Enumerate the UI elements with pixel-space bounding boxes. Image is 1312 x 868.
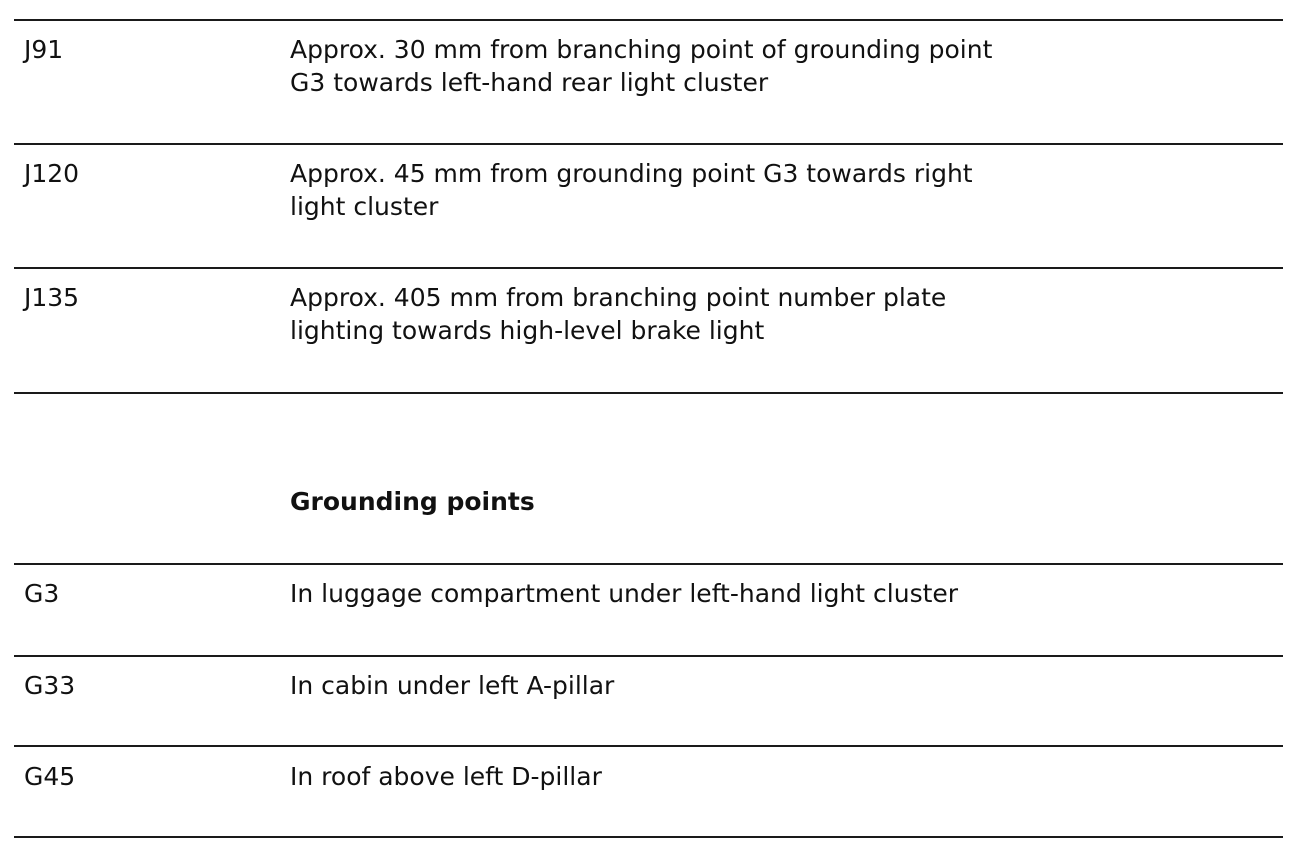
splice-code: J120	[24, 159, 80, 188]
splice-code: J135	[24, 283, 80, 312]
grounding-description	[290, 669, 1090, 702]
splice-description	[290, 157, 1090, 223]
description-line: In roof above left D-pillar	[290, 762, 602, 791]
table-divider	[14, 392, 1283, 394]
grounding-description	[290, 577, 1090, 610]
section-heading: Grounding points	[290, 487, 535, 516]
splice-description	[290, 281, 1090, 347]
description-line: In cabin under left A-pillar	[290, 671, 615, 700]
description-line: light cluster	[290, 192, 439, 221]
description-line: G3 towards left-hand rear light cluster	[290, 68, 769, 97]
table-divider	[14, 267, 1283, 269]
description-line: Approx. 30 mm from branching point of grounding point	[290, 35, 993, 64]
description-line: Approx. 405 mm from branching point number plate	[290, 283, 947, 312]
table-divider-bottom	[14, 836, 1283, 838]
splice-description	[290, 33, 1090, 99]
description-line: lighting towards high-level brake light	[290, 316, 765, 345]
grounding-code: G45	[24, 762, 76, 791]
table-divider	[14, 143, 1283, 145]
table-divider	[14, 655, 1283, 657]
description-line: Approx. 45 mm from grounding point G3 towards right	[290, 159, 973, 188]
grounding-description	[290, 760, 1090, 793]
table-divider	[14, 745, 1283, 747]
table-divider	[14, 563, 1283, 565]
grounding-code: G3	[24, 579, 60, 608]
splice-code: J91	[24, 35, 64, 64]
description-line: In luggage compartment under left-hand light cluster	[290, 579, 959, 608]
grounding-code: G33	[24, 671, 76, 700]
table-divider-top	[14, 19, 1283, 21]
